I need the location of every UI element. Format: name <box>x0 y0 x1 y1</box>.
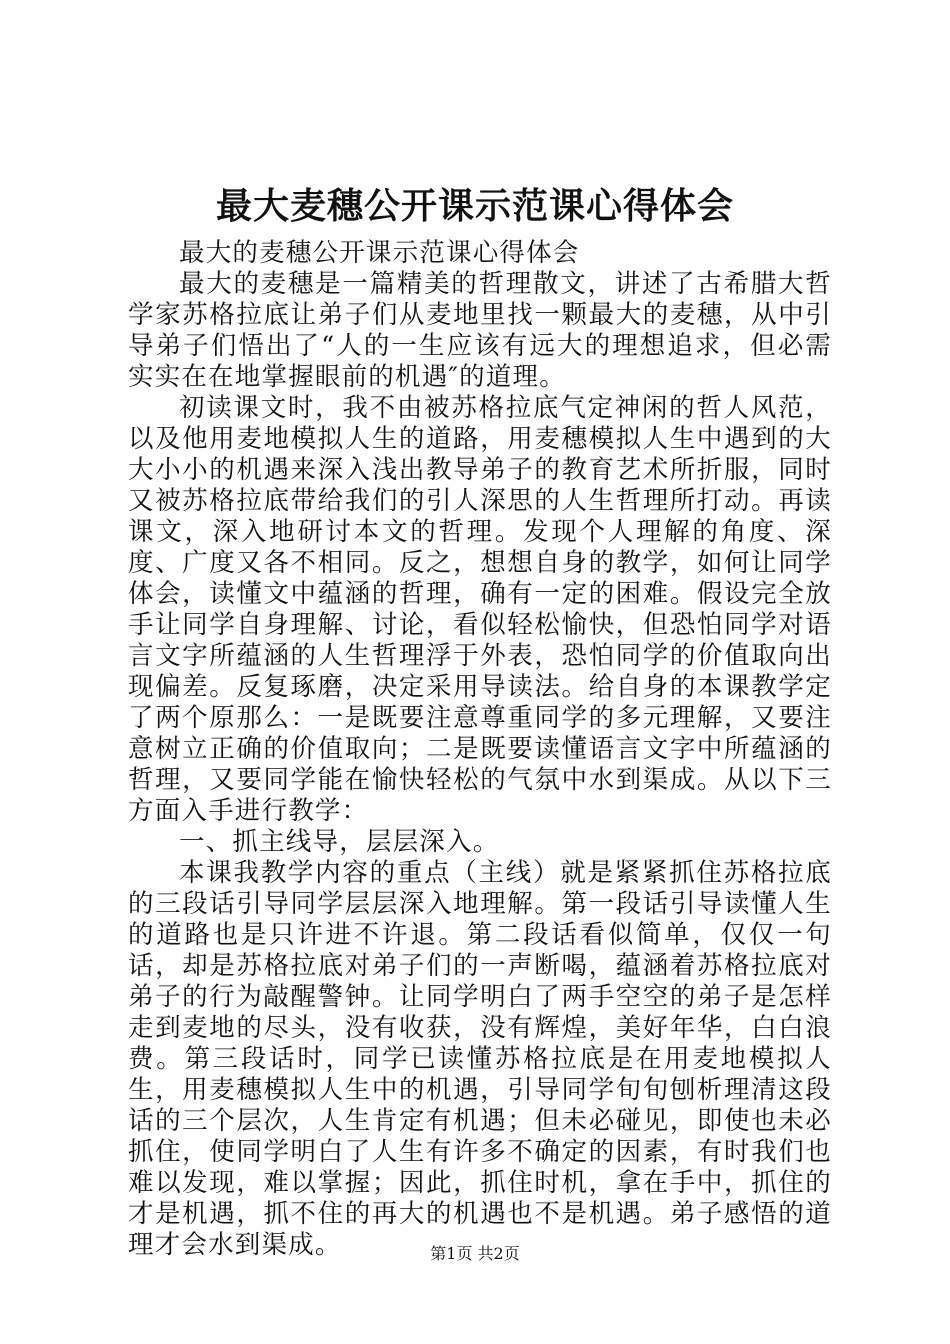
paragraph-main-line: 本课我教学内容的重点（主线）就是紧紧抓住苏格拉底的三段话引导同学层层深入地理解。第一段话引导读懂人生的道路也是只许进不许退。第二段话看似简单，仅仅一句话，却是苏格拉底对弟子们的一声断喝，蕴涵着苏格拉底对弟子的行为敲醒警钟。让同学明白了两手空空的弟子是怎样走到麦地的尽头，没有收获，没有辉煌，美好年华，白白浪费。第三段话时，同学已读懂苏格拉底是在用麦地模拟人生，用麦穗模拟人生中的机遇，引导同学旬旬刨析理清这段话的三个层次，人生肯定有机遇；但未必碰见，即使也未必抓住，使同学明白了人生有许多不确定的因素，有时我们也难以发现，难以掌握；因此，抓住时机，拿在手中，抓住的才是机遇，抓不住的再大的机遇也不是机遇。弟子感悟的道理才会水到渠成。 <box>128 858 832 1260</box>
paragraph-intro: 最大的麦穗是一篇精美的哲理散文，讲述了古希腊大哲学家苏格拉底让弟子们从麦地里找一颗最大的麦穗，从中引导弟子们悟出了“人的一生应该有远大的理想追求，但必需实实在在地掌握眼前的机遇″的道理。 <box>128 269 832 392</box>
document-title: 最大麦穗公开课示范课心得体会 <box>215 185 734 227</box>
section-heading-1: 一、抓主线导，层层深入。 <box>179 827 500 857</box>
paragraph-first-reading: 初读课文时，我不由被苏格拉底气定神闲的哲人风范，以及他用麦地模拟人生的道路，用麦穗模拟人生中遇到的大大小小的机遇来深入浅出教导弟子的教育艺术所折服，同时又被苏格拉底带给我们的引人深思的人生哲理所打动。再读课文，深入地研讨本文的哲理。发现个人理解的角度、深度、广度又各不相同。反之，想想自身的教学，如何让同学体会，读懂文中蕴涵的哲理，确有一定的困难。假设完全放手让同学自身理解、讨论，看似轻松愉快，但恐怕同学对语言文字所蕴涵的人生哲理浮于外表，恐怕同学的价值取向出现偏差。反复琢磨，决定采用导读法。给自身的本课教学定了两个原那么：一是既要注意尊重同学的多元理解，又要注意树立正确的价值取向；二是既要读懂语言文字中所蕴涵的哲理，又要同学能在愉快轻松的气氛中水到渠成。从以下三方面入手进行教学： <box>128 393 832 826</box>
document-body <box>128 238 832 1261</box>
page-footer: 第1页 共2页 <box>430 1244 520 1263</box>
paragraph-subtitle: 最大的麦穗公开课示范课心得体会 <box>179 238 580 268</box>
